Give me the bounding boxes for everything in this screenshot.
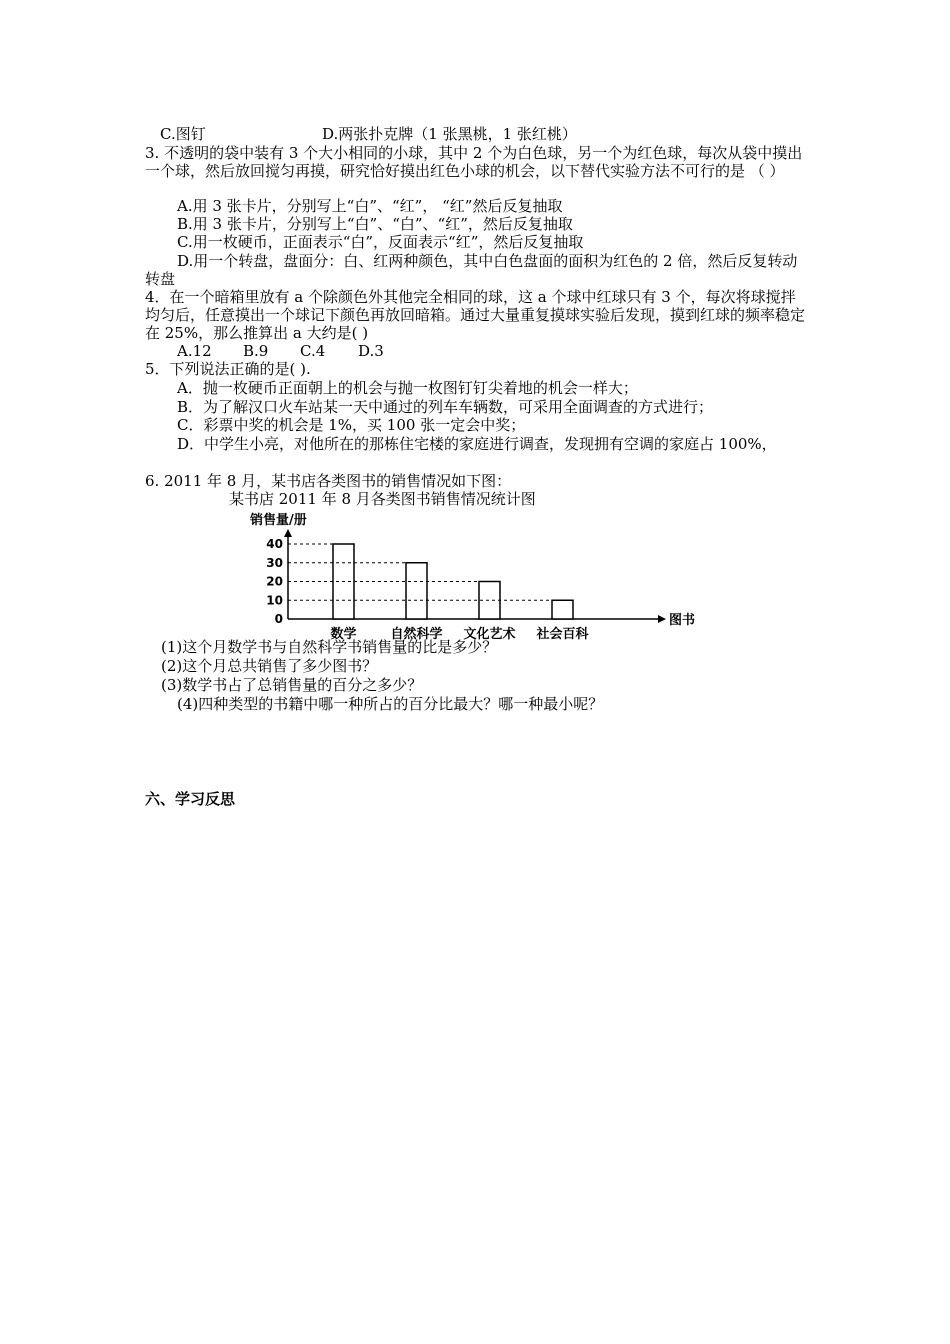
q2-option-c: C.图钉 xyxy=(160,125,206,143)
x-tick-label: 社会百科 xyxy=(536,627,589,642)
y-tick-label: 40 xyxy=(266,537,283,551)
x-axis-label: 图书 xyxy=(669,613,696,628)
q5-option-a: A．抛一枚硬币正面朝上的机会与抛一枚图钉钉尖着地的机会一样大； xyxy=(177,379,638,397)
x-tick-label: 文化艺术 xyxy=(463,627,516,642)
y-axis-arrow xyxy=(284,529,292,537)
q3-option-b: B.用 3 张卡片，分别写上“白”、“白”、“红”，然后反复抽取 xyxy=(177,215,573,233)
chart-title: 某书店 2011 年 8 月各类图书销售情况统计图 xyxy=(229,490,536,508)
q3-option-d: D.用一个转盘，盘面分：白、红两种颜色，其中白色盘面的面积为红色的 2 倍，然后反复转动转盘 xyxy=(145,252,798,288)
q3-stem: 3. 不透明的袋中装有 3 个大小相同的小球，其中 2 个为白色球，另一个为红色球，每次从袋中摸出一个球，然后放回搅匀再摸，研究恰好摸出红色小球的机会，以下替代实验方法不可行的是 （ ） xyxy=(145,144,803,180)
q3-option-a: A.用 3 张卡片，分别写上“白”、“红”， “红”然后反复抽取 xyxy=(177,197,563,215)
x-tick-label: 自然科学 xyxy=(390,627,443,642)
q3-option-c: C.用一枚硬币，正面表示“白”，反面表示“红”，然后反复抽取 xyxy=(177,233,584,251)
q4-option-a: A.12 xyxy=(177,342,212,360)
y-axis-label: 销售量/册 xyxy=(250,513,307,528)
q6-stem: 6. 2011 年 8 月，某书店各类图书的销售情况如下图： xyxy=(145,472,512,490)
q6-part-2: (2)这个月总共销售了多少图书？ xyxy=(161,657,378,675)
bar xyxy=(552,600,573,619)
q6-part-4: (4)四种类型的书籍中哪一种所占的百分比最大？哪一种最小呢？ xyxy=(177,695,604,713)
bar xyxy=(406,563,427,619)
x-axis-arrow xyxy=(658,615,666,623)
q6-part-1: (1)这个月数学书与自然科学书销售量的比是多少？ xyxy=(161,638,498,656)
x-tick-label: 数学 xyxy=(330,627,357,642)
q5-option-b: B．为了解汉口火车站某一天中通过的列车车辆数，可采用全面调查的方式进行； xyxy=(177,398,714,416)
section-heading: 六、学习反思 xyxy=(145,790,236,808)
q4-option-b: B.9 xyxy=(243,342,269,360)
q2-option-d: D.两张扑克牌（1 张黑桃，1 张红桃） xyxy=(322,125,577,143)
y-tick-label: 0 xyxy=(274,612,283,626)
y-tick-label: 20 xyxy=(266,574,283,589)
q4-option-c: C.4 xyxy=(300,342,326,360)
bar-chart xyxy=(240,510,710,642)
y-tick-label: 30 xyxy=(266,555,283,570)
y-tick-label: 10 xyxy=(266,593,283,608)
q5-option-c: C．彩票中奖的机会是 1%，买 100 张一定会中奖； xyxy=(177,416,526,434)
q5-option-d: D．中学生小亮，对他所在的那栋住宅楼的家庭进行调查，发现拥有空调的家庭占 100%， xyxy=(177,435,777,453)
q4-stem: 4．在一个暗箱里放有 a 个除颜色外其他完全相同的球，这 a 个球中红球只有 3 个，每次将球搅拌均匀后，任意摸出一个球记下颜色再放回暗箱。通过大量重复摸球实验后发现，摸到红球的频率稳定在 25%，那么推算出 a 大约是( ) xyxy=(145,288,806,342)
q6-part-3: (3)数学书占了总销售量的百分之多少？ xyxy=(161,676,423,694)
q5-stem: 5．下列说法正确的是( ). xyxy=(145,360,311,378)
q4-option-d: D.3 xyxy=(358,342,384,360)
